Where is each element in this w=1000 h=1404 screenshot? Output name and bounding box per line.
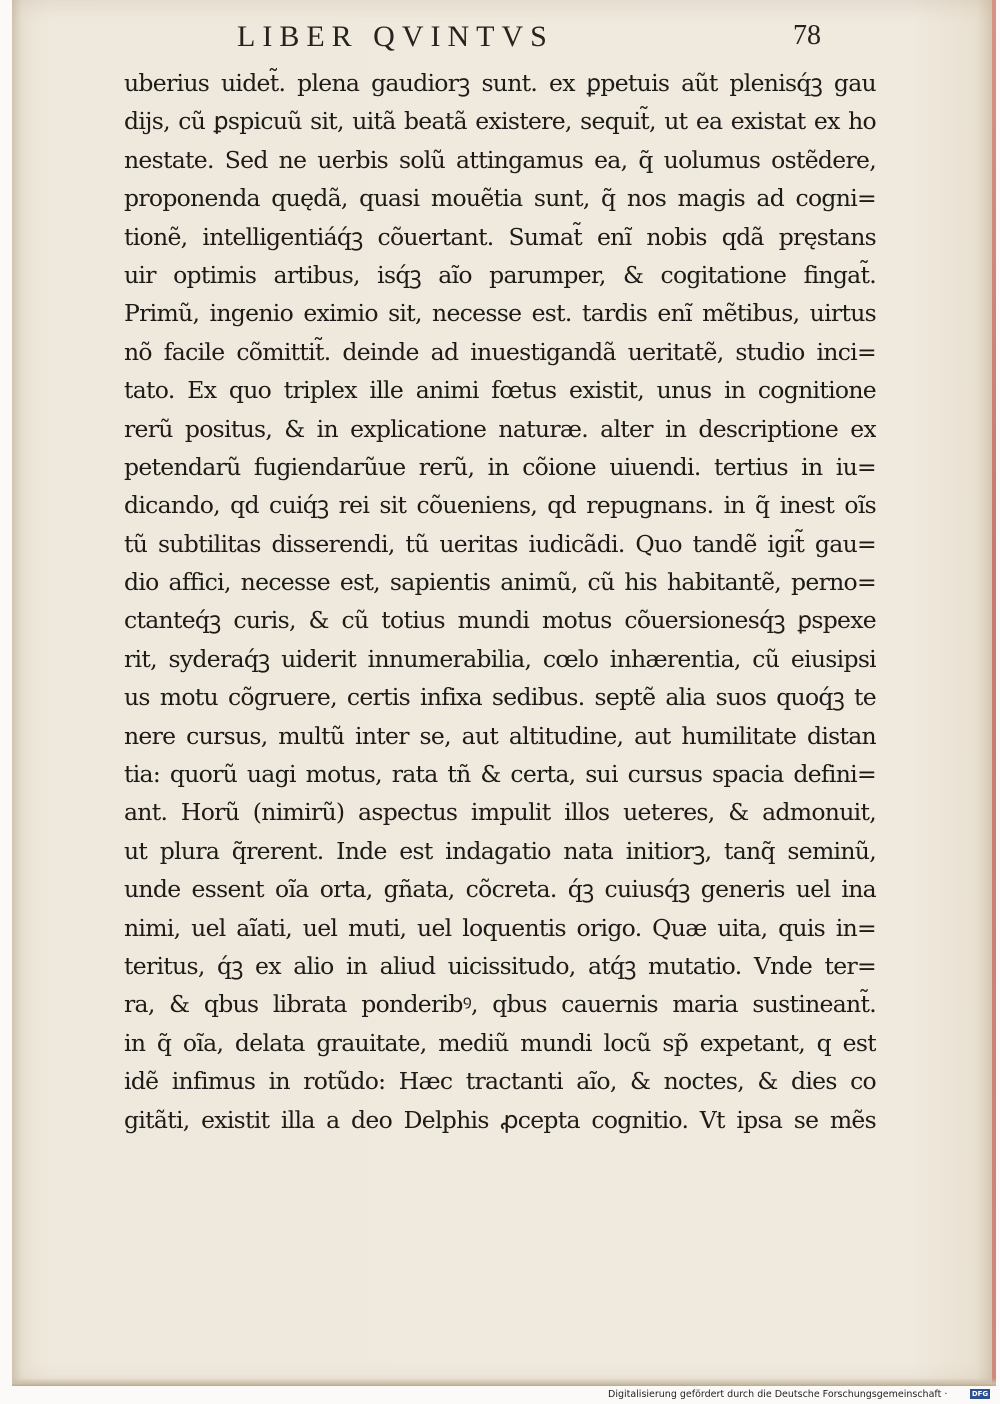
text-line: dio affici, necesse est, sapientis animũ, cũ his habitantẽ, perno= bbox=[124, 568, 876, 597]
text-line: in q̃ oĩa, delata grauitate, mediũ mundi locũ sp̃ expetant, q est bbox=[124, 1028, 876, 1057]
book-page bbox=[12, 0, 996, 1386]
page-bottom-edge bbox=[12, 1378, 996, 1386]
text-line: idẽ infimus in rotũdo: Hæc tractanti aĩo, & noctes, & dies co bbox=[124, 1067, 876, 1096]
text-line: rerũ positus, & in explicatione naturæ. alter in descriptione ex bbox=[124, 414, 876, 443]
text-line: ctanteq́ꝫ curis, & cũ totius mundi motus cõuersionesq́ꝫ ꝑspexe bbox=[124, 606, 876, 635]
text-block bbox=[124, 64, 876, 1139]
text-line: ra, & qbus librata ponderibꝰ, qbus cauernis maria sustineant̃. bbox=[124, 990, 876, 1019]
text-line: nestate. Sed ne uerbis solũ attingamus ea, q̃ uolumus ostẽdere, bbox=[124, 145, 876, 174]
text-line: dijs, cũ ꝑspicuũ sit, uitã beatã existere, sequit̃, ut ea existat ex ho bbox=[124, 107, 876, 136]
page-number: 78 bbox=[793, 20, 821, 51]
text-line: tũ subtilitas disserendi, tũ ueritas iudicãdi. Quo tandẽ igit̃ gau= bbox=[124, 529, 876, 558]
text-line: us motu cõgruere, certis infixa sedibus. septẽ alia suos quoq́ꝫ te bbox=[124, 683, 876, 712]
text-line: tionẽ, intelligentiáq́ꝫ cõuertant. Sumat̃ enĩ nobis qdã pręstans bbox=[124, 222, 876, 251]
text-line: nere cursus, multũ inter se, aut altitudine, aut humilitate distan bbox=[124, 721, 876, 750]
text-line: nimi, uel aĩati, uel muti, uel loquentis origo. Quæ uita, quis in= bbox=[124, 913, 876, 942]
text-line: petendarũ fugiendarũue rerũ, in cõione uiuendi. tertius in iu= bbox=[124, 452, 876, 481]
text-line: proponenda quędã, quasi mouẽtia sunt, q̃ nos magis ad cogni= bbox=[124, 184, 876, 213]
dfg-logo: DFG bbox=[971, 1390, 989, 1398]
text-line: Primũ, ingenio eximio sit, necesse est. tardis enĩ mẽtibus, uirtus bbox=[124, 299, 876, 328]
running-head: LIBER QVINTVS bbox=[237, 20, 554, 53]
text-line: teritus, q́ꝫ ex alio in aliud uicissitudo, atq́ꝫ mutatio. Vnde ter= bbox=[124, 951, 876, 980]
digitization-credit: Digitalisierung gefördert durch die Deutsche Forschungsgemeinschaft · bbox=[608, 1389, 948, 1400]
text-line: ant. Horũ (nimirũ) aspectus impulit illos ueteres, & admonuit, bbox=[124, 798, 876, 827]
page-edge-right bbox=[992, 0, 996, 1386]
text-line: tato. Ex quo triplex ille animi fœtus existit, unus in cognitione bbox=[124, 376, 876, 405]
text-line: tia: quorũ uagi motus, rata tñ & certa, sui cursus spacia defini= bbox=[124, 760, 876, 789]
text-line: rit, syderaq́ꝫ uiderit innumerabilia, cœlo inhærentia, cũ eiusipsi bbox=[124, 644, 876, 673]
text-line: nõ facile cõmittit̃. deinde ad inuestigandã ueritatẽ, studio inci= bbox=[124, 337, 876, 366]
text-line: unde essent oĩa orta, gñata, cõcreta. q́ꝫ cuiusq́ꝫ generis uel ina bbox=[124, 875, 876, 904]
text-line: ut plura q̃rerent. Inde est indagatio nata initiorꝫ, tanq̃ seminũ, bbox=[124, 836, 876, 865]
text-line: gitãti, existit illa a deo Delphis ꝓcepta cognitio. Vt ipsa se mẽs bbox=[124, 1105, 876, 1134]
text-line: uberius uidet̃. plena gaudiorꝫ sunt. ex ꝑpetuis aũt plenisq́ꝫ gau bbox=[124, 69, 876, 97]
text-line: uir optimis artibus, isq́ꝫ aĩo parumper, & cogitatione fingat̃. bbox=[124, 260, 876, 289]
text-line: dicando, qd cuiq́ꝫ rei sit cõueniens, qd repugnans. in q̃ inest oĩs bbox=[124, 491, 876, 520]
